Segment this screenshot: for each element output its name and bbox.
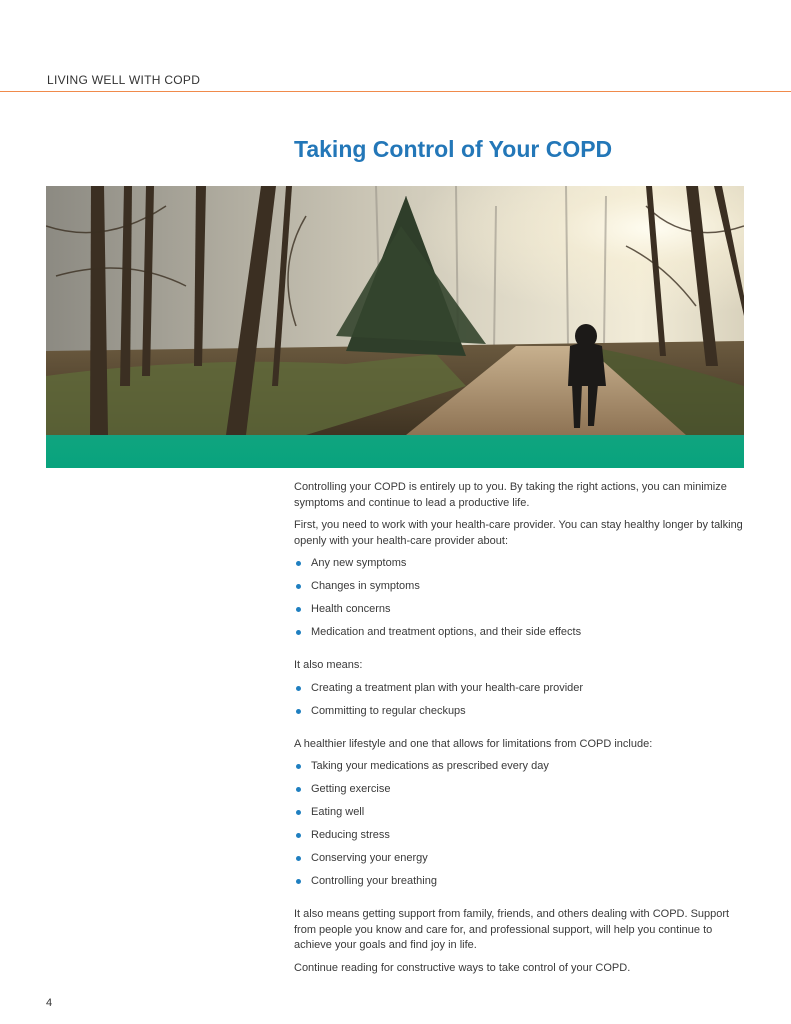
list-item: Conserving your energy xyxy=(294,851,746,874)
list-item: Eating well xyxy=(294,805,746,828)
also-means-list xyxy=(294,681,746,727)
header-divider xyxy=(0,91,791,92)
bullet-icon xyxy=(296,630,301,635)
bullet-icon xyxy=(296,787,301,792)
bullet-icon xyxy=(296,607,301,612)
page-title: Taking Control of Your COPD xyxy=(294,136,613,162)
list-item: Committing to regular checkups xyxy=(294,704,746,727)
list-item: Creating a treatment plan with your health-care provider xyxy=(294,681,746,704)
intro-paragraph-1: Controlling your COPD is entirely up to you. By taking the right actions, you can minimize symptoms and continue to lead a productive life. xyxy=(294,481,727,509)
bullet-icon xyxy=(296,833,301,838)
bullet-icon xyxy=(296,879,301,884)
bullet-icon xyxy=(296,561,301,566)
discussion-topics-list xyxy=(294,556,746,648)
running-header: LIVING WELL WITH COPD xyxy=(47,73,201,87)
article-body xyxy=(294,480,746,983)
green-accent-band xyxy=(46,435,744,468)
lifestyle-paragraph: A healthier lifestyle and one that allows for limitations from COPD include: xyxy=(294,737,653,750)
list-item: Health concerns xyxy=(294,602,746,625)
list-item: Any new symptoms xyxy=(294,556,746,579)
bullet-icon xyxy=(296,686,301,691)
bullet-icon xyxy=(296,856,301,861)
support-paragraph: It also means getting support from family, friends, and others dealing with COPD. Support from people you know and care for, and professional support, will help you continue to achieve your goals and find joy in life. xyxy=(294,908,730,951)
lifestyle-list xyxy=(294,759,746,897)
also-means-paragraph: It also means: xyxy=(294,659,363,671)
continue-reading-paragraph: Continue reading for constructive ways to take control of your COPD. xyxy=(294,961,631,974)
intro-paragraph-2: First, you need to work with your health-care provider. You can stay healthy longer by talking openly with your health-care provider about: xyxy=(294,519,743,547)
list-item: Changes in symptoms xyxy=(294,579,746,602)
list-item: Taking your medications as prescribed every day xyxy=(294,759,746,782)
page-number: 4 xyxy=(46,997,53,1009)
bullet-icon xyxy=(296,709,301,714)
list-item: Controlling your breathing xyxy=(294,874,746,897)
list-item: Medication and treatment options, and their side effects xyxy=(294,625,746,648)
bullet-icon xyxy=(296,810,301,815)
list-item: Getting exercise xyxy=(294,782,746,805)
bullet-icon xyxy=(296,584,301,589)
forest-path-photo xyxy=(46,186,744,435)
list-item: Reducing stress xyxy=(294,828,746,851)
bullet-icon xyxy=(296,764,301,769)
